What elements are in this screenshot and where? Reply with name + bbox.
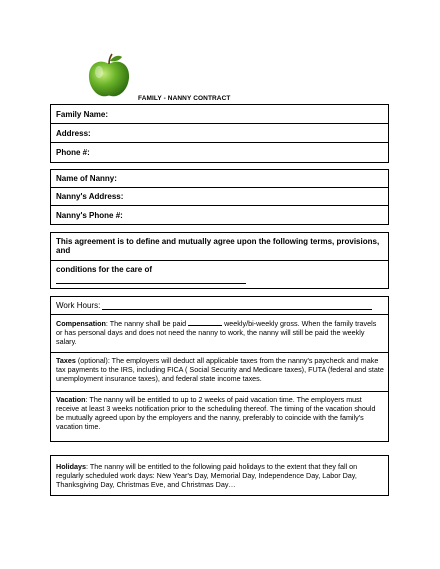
nanny-name-field[interactable] bbox=[51, 170, 388, 188]
compensation-text-1: : The nanny shall be paid bbox=[105, 319, 187, 328]
care-of-label: conditions for the care of bbox=[56, 265, 153, 274]
agreement-intro bbox=[51, 233, 388, 261]
nanny-address-label: Nanny's Address: bbox=[56, 192, 124, 201]
care-of-field[interactable] bbox=[51, 261, 388, 288]
green-apple-icon bbox=[85, 52, 133, 100]
holidays-section bbox=[51, 456, 388, 495]
holidays-label: Holidays bbox=[56, 462, 86, 471]
family-info-box bbox=[50, 104, 389, 163]
work-hours-blank[interactable] bbox=[102, 302, 372, 310]
nanny-name-label: Name of Nanny: bbox=[56, 174, 117, 183]
family-phone-field[interactable] bbox=[51, 143, 388, 162]
work-hours-label: Work Hours: bbox=[56, 301, 101, 310]
holidays-text: : The nanny will be entitled to the following paid holidays to the extent that they fall on regularly scheduled work days: New Year's Day, Memorial Day, Independence Day, Labor Day, Thanksgiving Day, Christmas Eve, and Christmas Day… bbox=[56, 462, 358, 489]
family-address-field[interactable] bbox=[51, 124, 388, 143]
family-name-field[interactable] bbox=[51, 105, 388, 124]
agreement-box bbox=[50, 232, 389, 289]
nanny-info-box bbox=[50, 169, 389, 225]
taxes-section bbox=[51, 353, 388, 392]
compensation-section bbox=[51, 315, 388, 353]
vacation-section bbox=[51, 392, 388, 441]
family-address-label: Address: bbox=[56, 128, 91, 138]
nanny-phone-label: Nanny's Phone #: bbox=[56, 210, 123, 220]
terms-box bbox=[50, 296, 389, 442]
compensation-text-2: weekly/bi-weekly gross. When the family travels or has personal days and does not need the nanny to work, the nanny will still be paid the weekly salary. bbox=[56, 319, 377, 346]
vacation-text: : The nanny will be entitled to up to 2 weeks of paid vacation time. The employers must receive at least 3 weeks notification prior to the scheduling thereof. The timing of the vacation should be mutually agreed upon by the employers and the nanny, preferably to coincide with the family's vacation time. bbox=[56, 395, 376, 431]
family-phone-label: Phone #: bbox=[56, 148, 90, 157]
vacation-label: Vacation bbox=[56, 395, 86, 404]
document-title: FAMILY - NANNY CONTRACT bbox=[138, 95, 231, 102]
taxes-label: Taxes bbox=[56, 356, 76, 365]
work-hours-field[interactable] bbox=[51, 297, 388, 315]
compensation-label: Compensation bbox=[56, 319, 106, 328]
pay-amount-blank[interactable] bbox=[188, 318, 222, 326]
care-of-blank[interactable] bbox=[56, 276, 246, 284]
holidays-box bbox=[50, 455, 389, 496]
nanny-phone-field[interactable] bbox=[51, 206, 388, 224]
agreement-intro-text: This agreement is to define and mutually agree upon the following terms, provisions, and bbox=[56, 237, 380, 255]
taxes-text: (optional): The employers will deduct all applicable taxes from the nanny's paycheck and make tax payments to the IRS, including FICA ( Social Security and Medicare taxes), FUTA (federal and state unemployment insurance taxes), and federal state income taxes. bbox=[56, 356, 384, 383]
nanny-address-field[interactable] bbox=[51, 188, 388, 206]
family-name-label: Family Name: bbox=[56, 109, 109, 119]
